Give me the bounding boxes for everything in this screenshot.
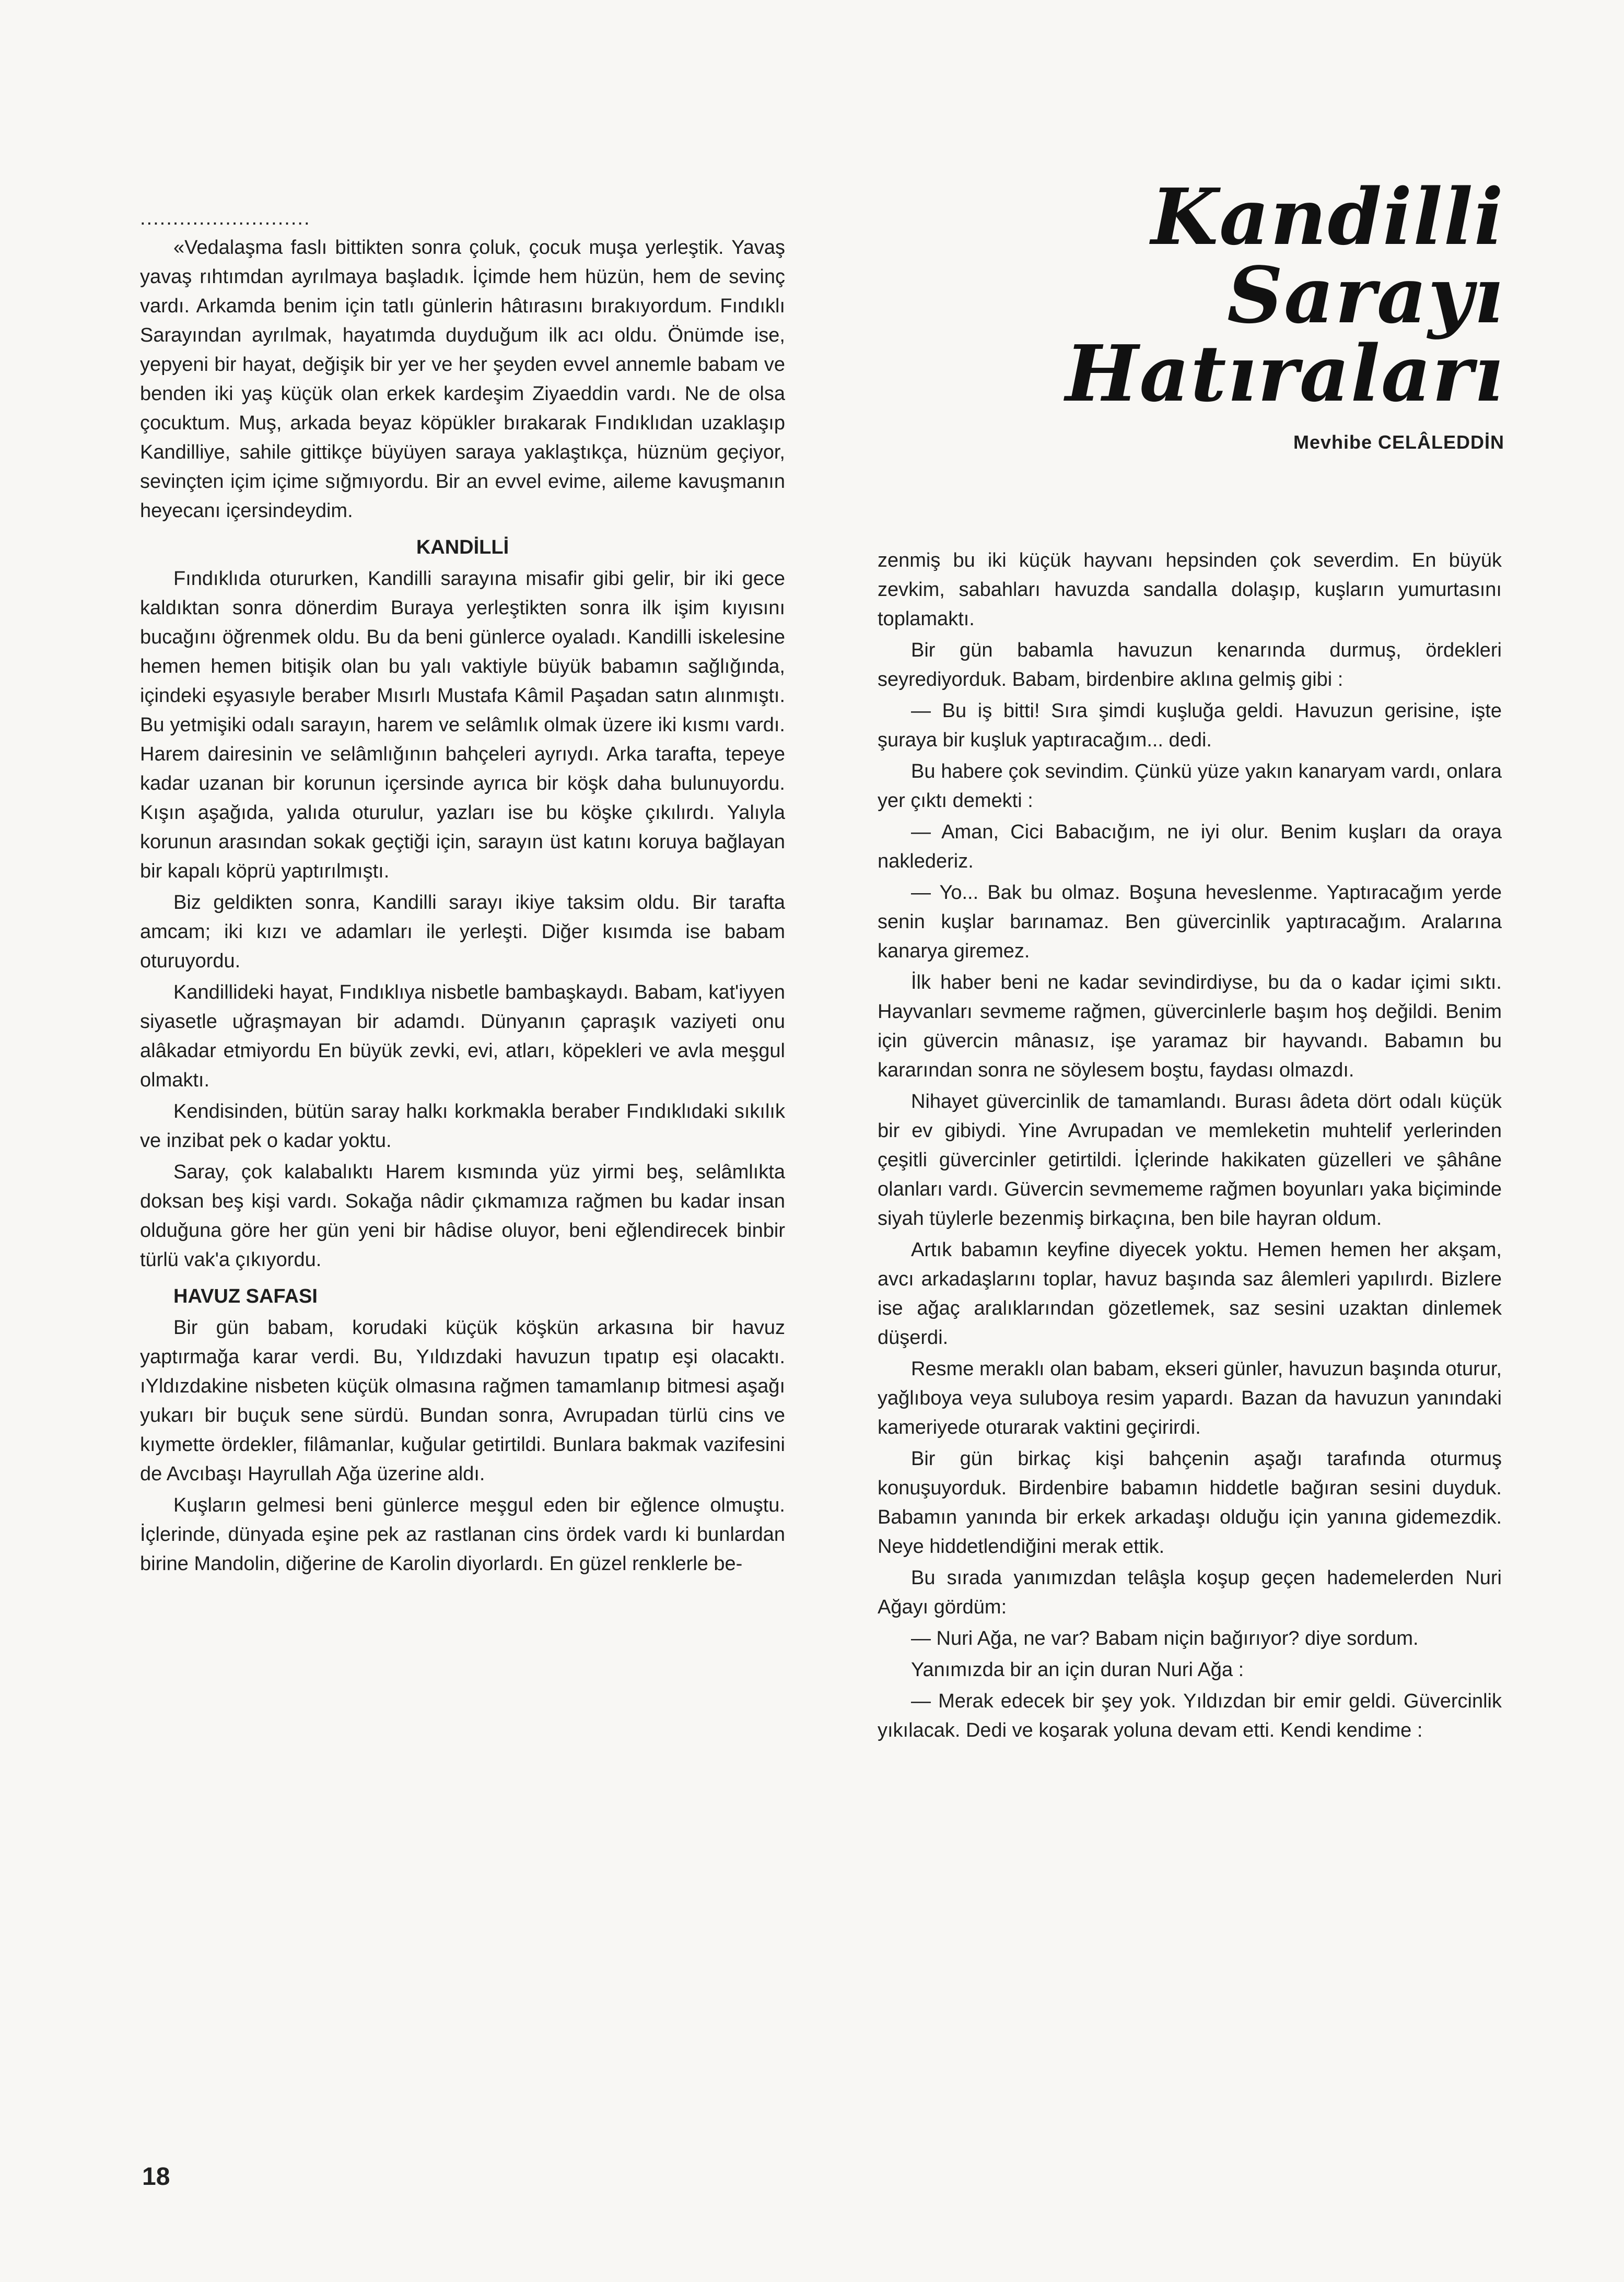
paragraph: Saray, çok kalabalıktı Harem kısmında yüz yirmi beş, selâmlıkta doksan beş kişi vardı. Sokağa nâdir çıkmamıza rağmen bu kadar insan olduğuna göre her gün yeni bir hâdise oluyor, beni eğlendirecek binbir türlü vak'a çıkıyordu.	[140, 1161, 785, 1271]
article-title-line-1: Kandilli	[1151, 171, 1504, 262]
article-title-block	[972, 171, 1504, 453]
paragraph: Kandillideki hayat, Fındıklıya nisbetle bambaşkaydı. Babam, kat'iyyen siyasetle uğraşmayan bir adamdı. Dünyanın çapraşık vaziyeti onu alâkadar etmiyordu En büyük zevki, evi, atları, köpekleri ve avla meşgul olmaktı.	[140, 981, 785, 1091]
page-number: 18	[142, 2163, 170, 2191]
paragraph: «Vedalaşma faslı bittikten sonra çoluk, çocuk muşa yerleştik. Yavaş yavaş rıhtımdan ayrılmaya başladık. İçimde hem hüzün, hem de sevinç vardı. Arkamda benim için tatlı günlerin hâtırasını bırakıyordum. Fındıklı Sarayından ayrılmak, hayatımda duyduğum ilk acı oldu. Önümde ise, yepyeni bir hayat, değişik bir yer ve her şeyden evvel annemle babam ve benden iki yaş küçük olan erkek kardeşim Ziyaeddin vardı. Ne de olsa çocuktum. Muş, arkada beyaz köpükler bırakarak Fındıklıdan uzaklaşıp Kandilliye, sahile gittikçe büyüyen saraya yaklaştıkça, hüznüm geçiyor, sevinçten içim içime sığmıyordu. Bir an evvel evime, aileme kavuşmanın heyecanı içersindeydim.	[140, 237, 785, 522]
paragraph: Biz geldikten sonra, Kandilli sarayı ikiye taksim oldu. Bir tarafta amcam; iki kızı ve adamları ile yerleşti. Diğer kısımda ise babam oturuyordu.	[140, 892, 785, 972]
dialogue-line: — Merak edecek bir şey yok. Yıldızdan bir emir geldi. Güvercinlik yıkılacak. Dedi ve koşarak yoluna devam etti. Kendi kendime :	[878, 1690, 1502, 1741]
paragraph: Bu sırada yanımızdan telâşla koşup geçen hademelerden Nuri Ağayı gördüm:	[878, 1567, 1502, 1618]
paragraph: Bu habere çok sevindim. Çünkü yüze yakın kanaryam vardı, onlara yer çıktı demekti :	[878, 760, 1502, 812]
paragraph: zenmiş bu iki küçük hayvanı hepsinden çok severdim. En büyük zevkim, sabahları havuzda sandalla dolaşıp, kuşların yumurtasını toplamaktı.	[878, 549, 1502, 630]
article-author: Mevhibe CELÂLEDDİN	[1293, 431, 1504, 453]
right-column	[878, 546, 1502, 1747]
dialogue-line: — Bu iş bitti! Sıra şimdi kuşluğa geldi. Havuzun gerisine, işte şuraya bir kuşluk yaptıracağım... dedi.	[878, 700, 1502, 751]
paragraph: Kendisinden, bütün saray halkı korkmakla beraber Fındıklıdaki sıkılık ve inzibat pek o kadar yoktu.	[140, 1101, 785, 1152]
dialogue-line: — Aman, Cici Babacığım, ne iyi olur. Benim kuşları da oraya naklederiz.	[878, 821, 1502, 872]
section-heading-kandilli: KANDİLLİ	[416, 536, 509, 558]
paragraph: Artık babamın keyfine diyecek yoktu. Hemen hemen her akşam, avcı arkadaşlarını toplar, havuz başında saz âlemleri yapılırdı. Bizlere ise ağaç aralıklarından gözetlemek, saz sesini uzaktan dinlemek düşerdi.	[878, 1239, 1502, 1349]
dialogue-line: — Nuri Ağa, ne var? Babam niçin bağırıyor? diye sordum.	[911, 1628, 1419, 1649]
left-column	[140, 204, 785, 1581]
paragraph: Nihayet güvercinlik de tamamlandı. Burası âdeta dört odalı küçük bir ev gibiydi. Yine Avrupadan ve memleketin muhtelif yerlerinden çeşitli güvercinler getirtildi. İçlerinde hakikaten güzelleri ve şâhâne olanları vardı. Güvercin sevmememe rağmen boyunları yaka biçiminde siyah tüylerle bezenmiş birkaçına, ben bile hayran oldum.	[878, 1091, 1502, 1230]
ellipsis-dots: ..........................	[140, 207, 311, 229]
paragraph: Kuşların gelmesi beni günlerce meşgul eden bir eğlence olmuştu. İçlerinde, dünyada eşine pek az rastlanan cins ördek vardı ki bunlardan birine Mandolin, diğerine de Karolin diyorlardı. En güzel renklerle be-	[140, 1494, 785, 1575]
paragraph: Yanımızda bir an için duran Nuri Ağa :	[911, 1659, 1244, 1681]
article-title-line-2: Sarayı	[1227, 250, 1504, 341]
paragraph: Fındıklıda otururken, Kandilli sarayına misafir gibi gelir, bir iki gece kaldıktan sonra dönerdim Buraya yerleştikten sonra ilk işim kıyısını bucağını öğrenmek oldu. Bu da beni günlerce oyaladı. Kandilli iskelesine hemen hemen bitişik olan bu yalı vaktiyle büyük babamın sağlığında, içindeki eşyasıyle beraber Mısırlı Mustafa Kâmil Paşadan satın alınmıştı. Bu yetmişiki odalı sarayın, harem ve selâmlık olmak üzere iki kısmı vardı. Harem dairesinin ve selâmlığının bahçeleri ayrıydı. Arka tarafta, tepeye kadar uzanan bir korunun içersinde ayrıca bir köşk daha bulunuyordu. Kışın aşağıda, yalıda oturulur, yazları ise bu köşke çıkılırdı. Yalıyla korunun arasından sokak geçtiği için, sarayın üst katını koruya bağlayan bir kapalı köprü yaptırılmıştı.	[140, 568, 785, 882]
article-title-line-3: Hatıraları	[1065, 328, 1504, 419]
paragraph: Resme meraklı olan babam, ekseri günler, havuzun başında oturur, yağlıboya veya suluboya resim yapardı. Bazan da havuzun yanındaki kameriyede oturarak vaktini geçirirdi.	[878, 1358, 1502, 1438]
dialogue-line: — Yo... Bak bu olmaz. Boşuna heveslenme. Yaptıracağım yerde senin kuşlar barınamaz. Ben güvercinlik yaptıracağım. Aralarına kanarya giremez.	[878, 882, 1502, 962]
paragraph: Bir gün babamla havuzun kenarında durmuş, ördekleri seyrediyorduk. Babam, birdenbire aklına gelmiş gibi :	[878, 639, 1502, 691]
paragraph: İlk haber beni ne kadar sevindirdiyse, bu da o kadar içimi sıktı. Hayvanları sevmeme rağmen, güvercinlerle başım hoş değildi. Benim için güvercin mânasız, işe yaramaz bir hayvandı. Babamın bu kararından sonra ne söylesem boştu, faydası olmazdı.	[878, 972, 1502, 1081]
paragraph: Bir gün birkaç kişi bahçenin aşağı tarafında oturmuş konuşuyorduk. Birdenbire babamın hiddetle bağıran sesini duyduk. Babamın yanında bir erkek arkadaşı olduğu için yanına gidemezdik. Neye hiddetlendiğini merak ettik.	[878, 1448, 1502, 1558]
section-heading-havuz-safasi: HAVUZ SAFASI	[173, 1285, 318, 1307]
paragraph: Bir gün babam, korudaki küçük köşkün arkasına bir havuz yaptırmağa karar verdi. Bu, Yıldızdaki havuzun tıpatıp eşi olacaktı. ıYldızdakine nisbeten küçük olmasına rağmen tamamlanıp bitmesi aşağı yukarı bir buçuk sene sürdü. Bundan sonra, Avrupadan türlü cins ve kıymette ördekler, filâmanlar, kuğular getirtildi. Bunlara bakmak vazifesini de Avcıbaşı Hayrullah Ağa üzerine aldı.	[140, 1317, 785, 1485]
